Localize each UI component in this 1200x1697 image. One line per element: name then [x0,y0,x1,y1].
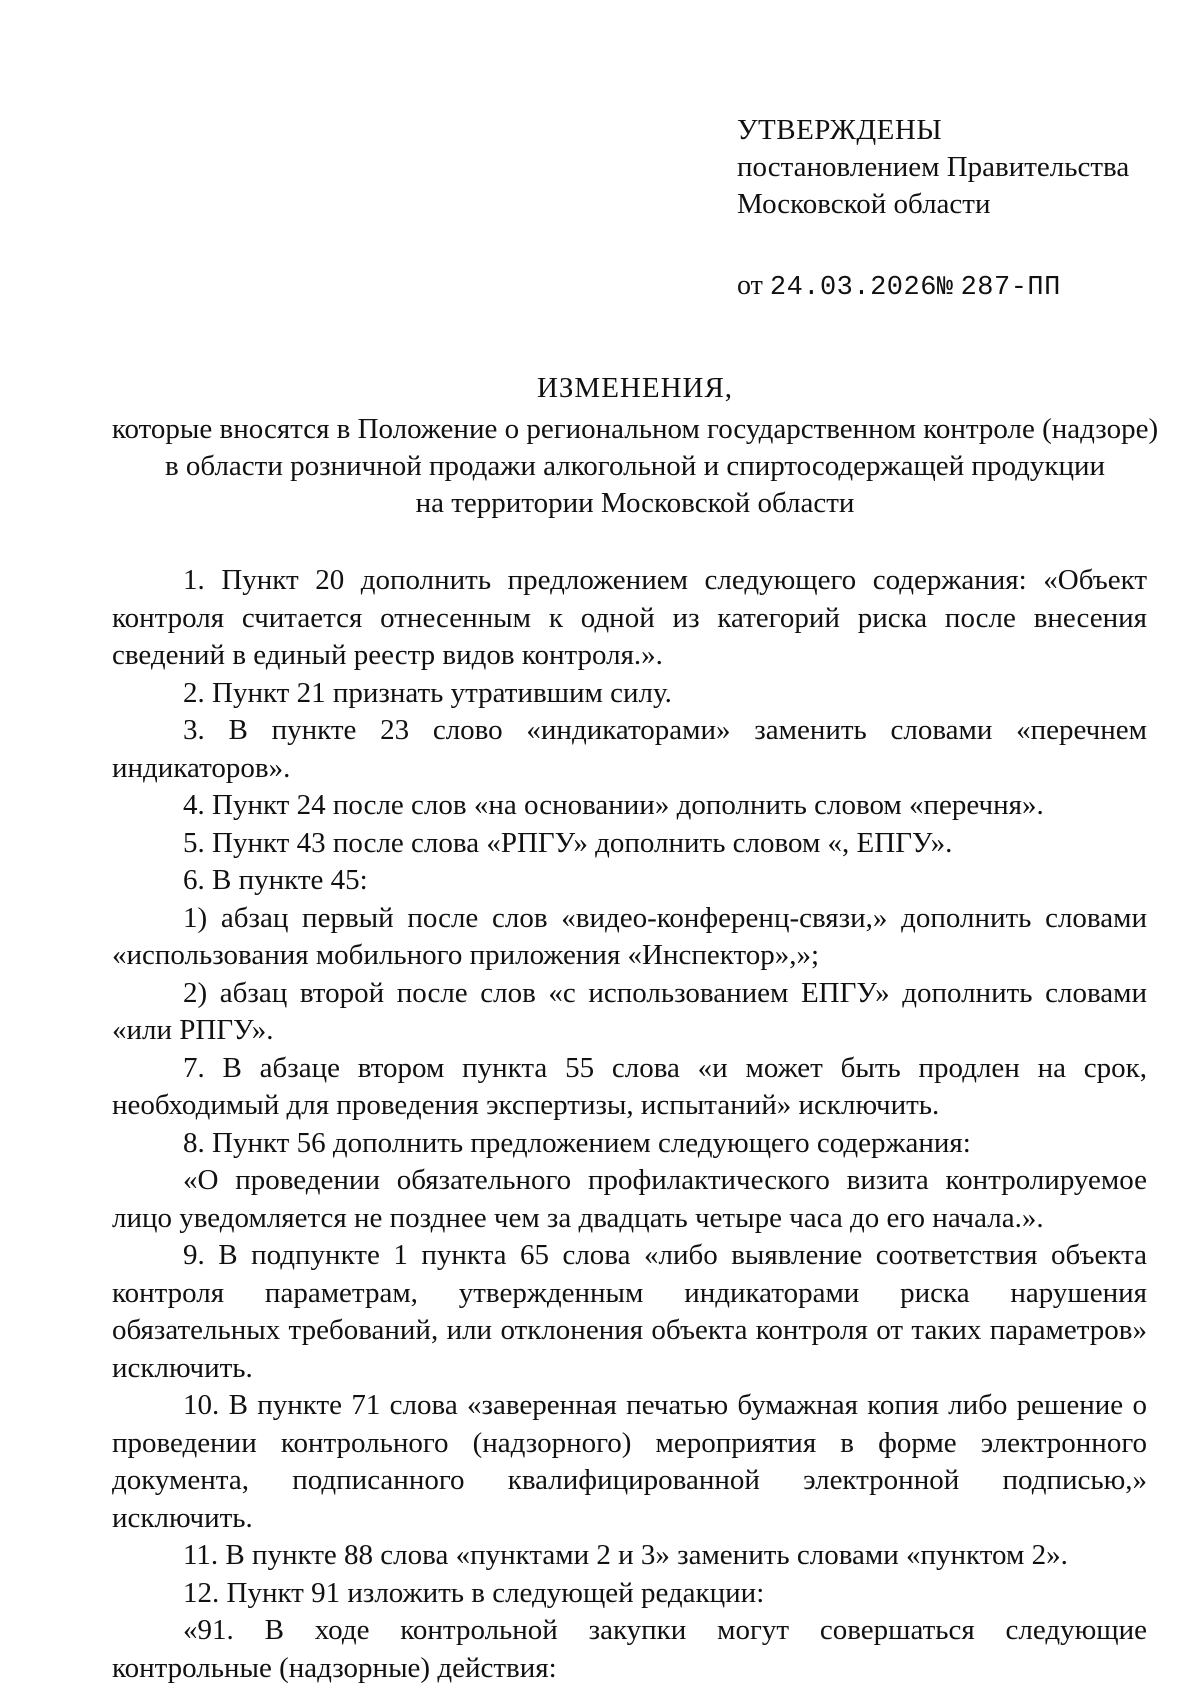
approval-date-line [737,267,1129,307]
paragraph-9: 9. В подпункте 1 пункта 65 слова «либо выявление соответствия объекта контроля параметрам, утвержденным индикаторами риска нарушения обязательных требований, или отклонения объекта контроля от таких параметров» исключить. [112,1239,1147,1384]
paragraph-6-1: 1) абзац первый после слов «видео-конференц-связи,» дополнить словами «использования мобильного приложения «Инспектор»,»; [112,901,1147,971]
date-prefix: от [737,270,763,301]
paragraph-3: 3. В пункте 23 слово «индикаторами» заменить словами «перечнем индикаторов». [112,714,1147,784]
paragraph-1: 1. Пункт 20 дополнить предложением следующего содержания: «Объект контроля считается отнесенным к одной из категорий риска после внесения сведений в единый реестр видов контроля.». [112,564,1147,671]
paragraph-11: 11. В пункте 88 слова «пунктами 2 и 3» заменить словами «пунктом 2». [183,1539,1068,1571]
approval-line-1: постановлением Правительства [737,151,1130,183]
approval-number: 287-ПП [960,273,1061,303]
paragraph-2: 2. Пункт 21 признать утратившим силу. [183,676,672,709]
title-line-3: на территории Московской области [415,487,855,519]
title-line-2: в области розничной продажи алкогольной и спиртосодержащей продукции [164,450,1106,482]
approval-heading: УТВЕРЖДЕНЫ [737,114,943,146]
paragraph-12-quote: «91. В ходе контрольной закупки могут совершаться следующие контрольные (надзорные) действия: [112,1614,1147,1684]
paragraph-10: 10. В пункте 71 слова «заверенная печатью бумажная копия либо решение о проведении контрольного (надзорного) мероприятия в форме электронного документа, подписанного квалифицированной электронной подписью,» исключить. [112,1389,1147,1534]
approval-line-2: Московской области [737,188,991,220]
document-body [112,562,1147,1687]
paragraph-5: 5. Пункт 43 после слова «РПГУ» дополнить словом «, ЕПГУ». [183,826,953,859]
paragraph-8-quote: «О проведении обязательного профилактического визита контролируемое лицо уведомляется не позднее чем за двадцать четыре часа до его начала.». [112,1164,1147,1234]
paragraph-6-2: 2) абзац второй после слов «с использованием ЕПГУ» дополнить словами «или РПГУ». [112,976,1147,1046]
title-line-1: которые вносятся в Положение о региональном государственном контроле (надзоре) [111,413,1159,445]
title-heading: ИЗМЕНЕНИЯ, [536,372,734,404]
paragraph-12: 12. Пункт 91 изложить в следующей редакции: [183,1576,765,1609]
approval-date: 24.03.2026 [769,273,937,303]
document-title [110,370,1160,522]
paragraph-4: 4. Пункт 24 после слов «на основании» дополнить словом «перечня». [183,789,1044,821]
paragraph-7: 7. В абзаце втором пункта 55 слова «и может быть продлен на срок, необходимый для проведения экспертизы, испытаний» исключить. [112,1051,1147,1121]
paragraph-6: 6. В пункте 45: [183,864,368,896]
paragraph-8: 8. Пункт 56 дополнить предложением следующего содержания: [183,1126,971,1159]
approval-stamp [737,112,1129,307]
number-sign: № [936,273,954,303]
